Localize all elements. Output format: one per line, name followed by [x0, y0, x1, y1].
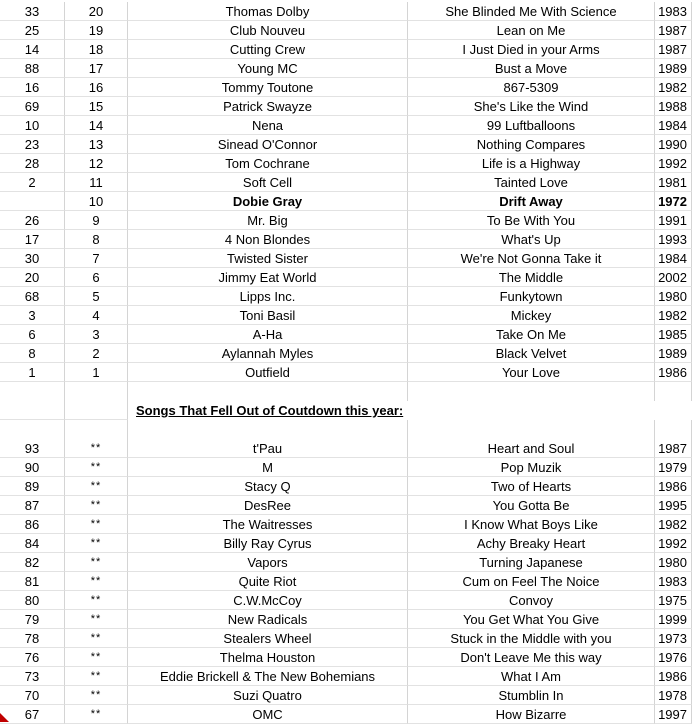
table-row	[0, 173, 692, 192]
rank-cell[interactable]: **	[65, 477, 128, 496]
artist-cell[interactable]: Stacy Q	[128, 477, 408, 496]
year-cell[interactable]: 1999	[655, 610, 692, 629]
song-cell[interactable]: Life is a Highway	[408, 154, 655, 173]
table-row	[0, 154, 692, 173]
song-cell[interactable]: She Blinded Me With Science	[408, 2, 655, 21]
year-cell[interactable]: 1986	[655, 667, 692, 686]
table-row	[0, 59, 692, 78]
rank-cell[interactable]: 5	[65, 287, 128, 306]
rank-cell[interactable]: **	[65, 458, 128, 477]
table-row	[0, 287, 692, 306]
song-cell[interactable]: Funkytown	[408, 287, 655, 306]
song-cell[interactable]: Mickey	[408, 306, 655, 325]
artist-cell[interactable]: Quite Riot	[128, 572, 408, 591]
table-row	[0, 591, 692, 610]
rank-cell[interactable]: **	[65, 667, 128, 686]
prev-rank-cell[interactable]: 73	[0, 667, 65, 686]
prev-rank-cell[interactable]	[0, 192, 65, 211]
prev-rank-cell[interactable]: 81	[0, 572, 65, 591]
year-cell[interactable]: 1979	[655, 458, 692, 477]
prev-rank-cell[interactable]: 89	[0, 477, 65, 496]
table-row	[0, 344, 692, 363]
rank-cell[interactable]: **	[65, 610, 128, 629]
prev-rank-cell[interactable]: 2	[0, 173, 65, 192]
prev-rank-cell[interactable]: 3	[0, 306, 65, 325]
year-cell[interactable]: 1972	[655, 192, 692, 211]
prev-rank-cell[interactable]: 16	[0, 78, 65, 97]
song-cell[interactable]: We're Not Gonna Take it	[408, 249, 655, 268]
table-row	[0, 515, 692, 534]
artist-cell[interactable]: Thomas Dolby	[128, 2, 408, 21]
table-row	[0, 534, 692, 553]
song-cell[interactable]: Two of Hearts	[408, 477, 655, 496]
table-row	[0, 325, 692, 344]
year-cell[interactable]: 1982	[655, 306, 692, 325]
song-cell[interactable]: You Get What You Give	[408, 610, 655, 629]
year-cell[interactable]: 1990	[655, 135, 692, 154]
year-cell[interactable]: 1983	[655, 572, 692, 591]
year-cell[interactable]: 1980	[655, 553, 692, 572]
song-cell[interactable]: How Bizarre	[408, 705, 655, 724]
year-cell[interactable]: 1997	[655, 705, 692, 724]
empty-cell[interactable]	[0, 420, 65, 439]
artist-cell[interactable]: Twisted Sister	[128, 249, 408, 268]
artist-cell[interactable]: DesRee	[128, 496, 408, 515]
rank-cell[interactable]: 19	[65, 21, 128, 40]
song-cell[interactable]: Stuck in the Middle with you	[408, 629, 655, 648]
table-row	[0, 458, 692, 477]
year-cell[interactable]: 1982	[655, 515, 692, 534]
prev-rank-cell[interactable]: 8	[0, 344, 65, 363]
table-row	[0, 268, 692, 287]
artist-cell[interactable]: Vapors	[128, 553, 408, 572]
artist-cell[interactable]: 4 Non Blondes	[128, 230, 408, 249]
rank-cell[interactable]: 3	[65, 325, 128, 344]
table-row	[0, 610, 692, 629]
rank-cell[interactable]: 11	[65, 173, 128, 192]
artist-cell[interactable]: Lipps Inc.	[128, 287, 408, 306]
rank-cell[interactable]: **	[65, 572, 128, 591]
year-cell[interactable]: 1986	[655, 477, 692, 496]
corner-marker-icon	[0, 713, 9, 722]
artist-cell[interactable]: Stealers Wheel	[128, 629, 408, 648]
empty-cell[interactable]	[655, 420, 692, 439]
year-cell[interactable]: 1988	[655, 97, 692, 116]
song-cell[interactable]: Stumblin In	[408, 686, 655, 705]
prev-rank-cell[interactable]: 6	[0, 325, 65, 344]
prev-rank-cell[interactable]: 26	[0, 211, 65, 230]
section-title[interactable]: Songs That Fell Out of Coutdown this year:	[136, 403, 404, 418]
rank-cell[interactable]: 4	[65, 306, 128, 325]
section-title-row	[0, 401, 692, 420]
prev-rank-cell[interactable]: 76	[0, 648, 65, 667]
prev-rank-cell[interactable]: 88	[0, 59, 65, 78]
year-cell[interactable]: 1975	[655, 591, 692, 610]
prev-rank-cell[interactable]: 69	[0, 97, 65, 116]
artist-cell[interactable]: Outfield	[128, 363, 408, 382]
rank-cell[interactable]: 10	[65, 192, 128, 211]
empty-cell[interactable]	[408, 420, 655, 439]
table-row	[0, 363, 692, 382]
year-cell[interactable]: 1985	[655, 325, 692, 344]
empty-cell[interactable]	[408, 382, 655, 401]
blank-row	[0, 420, 692, 439]
song-cell[interactable]: Your Love	[408, 363, 655, 382]
year-cell[interactable]: 1973	[655, 629, 692, 648]
table-row	[0, 477, 692, 496]
rank-cell[interactable]: 1	[65, 363, 128, 382]
table-row	[0, 249, 692, 268]
rank-cell[interactable]: **	[65, 439, 128, 458]
artist-cell[interactable]: Sinead O'Connor	[128, 135, 408, 154]
year-cell[interactable]: 1987	[655, 40, 692, 59]
empty-cell[interactable]	[128, 382, 408, 401]
empty-cell[interactable]	[128, 420, 408, 439]
year-cell[interactable]: 1995	[655, 496, 692, 515]
rank-cell[interactable]: 20	[65, 2, 128, 21]
song-cell[interactable]: I Just Died in your Arms	[408, 40, 655, 59]
artist-cell[interactable]: Soft Cell	[128, 173, 408, 192]
blank-row	[0, 382, 692, 401]
prev-rank-cell[interactable]: 10	[0, 116, 65, 135]
prev-rank-cell[interactable]: 90	[0, 458, 65, 477]
artist-cell[interactable]: Eddie Brickell & The New Bohemians	[128, 667, 408, 686]
artist-cell[interactable]: Young MC	[128, 59, 408, 78]
prev-rank-cell[interactable]: 68	[0, 287, 65, 306]
prev-rank-cell[interactable]: 87	[0, 496, 65, 515]
table-row	[0, 2, 692, 21]
song-cell[interactable]: Don't Leave Me this way	[408, 648, 655, 667]
rank-cell[interactable]: 15	[65, 97, 128, 116]
song-cell[interactable]: What's Up	[408, 230, 655, 249]
year-cell[interactable]: 1981	[655, 173, 692, 192]
prev-rank-cell[interactable]: 33	[0, 2, 65, 21]
table-row	[0, 21, 692, 40]
year-cell[interactable]: 1976	[655, 648, 692, 667]
artist-cell[interactable]: OMC	[128, 705, 408, 724]
artist-cell[interactable]: C.W.McCoy	[128, 591, 408, 610]
empty-cell[interactable]	[65, 382, 128, 401]
song-cell[interactable]: The Middle	[408, 268, 655, 287]
table-row	[0, 230, 692, 249]
prev-rank-cell[interactable]: 93	[0, 439, 65, 458]
artist-cell[interactable]: Billy Ray Cyrus	[128, 534, 408, 553]
song-cell[interactable]: Take On Me	[408, 325, 655, 344]
rank-cell[interactable]: **	[65, 629, 128, 648]
prev-rank-cell[interactable]: 70	[0, 686, 65, 705]
song-cell[interactable]: What I Am	[408, 667, 655, 686]
rank-cell[interactable]: 6	[65, 268, 128, 287]
empty-cell[interactable]	[65, 401, 128, 420]
rank-cell[interactable]: 9	[65, 211, 128, 230]
table-row	[0, 648, 692, 667]
rank-cell[interactable]: **	[65, 648, 128, 667]
prev-rank-cell[interactable]: 23	[0, 135, 65, 154]
year-cell[interactable]: 1978	[655, 686, 692, 705]
artist-cell[interactable]: Nena	[128, 116, 408, 135]
artist-cell[interactable]: Cutting Crew	[128, 40, 408, 59]
year-cell[interactable]: 1983	[655, 2, 692, 21]
year-cell[interactable]: 2002	[655, 268, 692, 287]
rank-cell[interactable]: 8	[65, 230, 128, 249]
song-cell[interactable]: Turning Japanese	[408, 553, 655, 572]
rank-cell[interactable]: 7	[65, 249, 128, 268]
prev-rank-cell[interactable]: 28	[0, 154, 65, 173]
year-cell[interactable]: 1992	[655, 154, 692, 173]
empty-cell[interactable]	[655, 382, 692, 401]
year-cell[interactable]: 1980	[655, 287, 692, 306]
artist-cell[interactable]: The Waitresses	[128, 515, 408, 534]
song-cell[interactable]: She's Like the Wind	[408, 97, 655, 116]
prev-rank-cell[interactable]: 82	[0, 553, 65, 572]
year-cell[interactable]: 1989	[655, 59, 692, 78]
rank-cell[interactable]: **	[65, 553, 128, 572]
year-cell[interactable]: 1984	[655, 249, 692, 268]
prev-rank-cell[interactable]: 30	[0, 249, 65, 268]
year-cell[interactable]: 1993	[655, 230, 692, 249]
rank-cell[interactable]: **	[65, 705, 128, 724]
prev-rank-cell[interactable]: 17	[0, 230, 65, 249]
artist-cell[interactable]: Patrick Swayze	[128, 97, 408, 116]
table-row	[0, 78, 692, 97]
empty-cell[interactable]	[0, 382, 65, 401]
song-cell[interactable]: Convoy	[408, 591, 655, 610]
prev-rank-cell[interactable]: 79	[0, 610, 65, 629]
song-cell[interactable]: Tainted Love	[408, 173, 655, 192]
prev-rank-cell[interactable]: 80	[0, 591, 65, 610]
artist-cell[interactable]: Tommy Toutone	[128, 78, 408, 97]
table-row	[0, 553, 692, 572]
rank-cell[interactable]: **	[65, 686, 128, 705]
song-cell[interactable]: You Gotta Be	[408, 496, 655, 515]
prev-rank-cell[interactable]: 14	[0, 40, 65, 59]
song-cell[interactable]: Pop Muzik	[408, 458, 655, 477]
table-row	[0, 629, 692, 648]
rank-cell[interactable]: **	[65, 515, 128, 534]
artist-cell[interactable]: M	[128, 458, 408, 477]
rank-cell[interactable]: 2	[65, 344, 128, 363]
artist-cell[interactable]: Toni Basil	[128, 306, 408, 325]
table-row	[0, 306, 692, 325]
rank-cell[interactable]: **	[65, 591, 128, 610]
rank-cell[interactable]: 16	[65, 78, 128, 97]
table-row	[0, 192, 692, 211]
rank-cell[interactable]: **	[65, 496, 128, 515]
song-cell[interactable]: Heart and Soul	[408, 439, 655, 458]
song-cell[interactable]: Black Velvet	[408, 344, 655, 363]
table-row	[0, 496, 692, 515]
year-cell[interactable]: 1982	[655, 78, 692, 97]
artist-cell[interactable]: Suzi Quatro	[128, 686, 408, 705]
year-cell[interactable]: 1992	[655, 534, 692, 553]
prev-rank-cell[interactable]: 67	[0, 705, 65, 724]
song-cell[interactable]: To Be With You	[408, 211, 655, 230]
prev-rank-cell[interactable]: 86	[0, 515, 65, 534]
rank-cell[interactable]: 13	[65, 135, 128, 154]
song-cell[interactable]: Achy Breaky Heart	[408, 534, 655, 553]
rank-cell[interactable]: 17	[65, 59, 128, 78]
artist-cell[interactable]: Thelma Houston	[128, 648, 408, 667]
table-row	[0, 667, 692, 686]
year-cell[interactable]: 1987	[655, 21, 692, 40]
artist-cell[interactable]: Mr. Big	[128, 211, 408, 230]
table-row	[0, 705, 692, 724]
rank-cell[interactable]: 12	[65, 154, 128, 173]
song-cell[interactable]: Nothing Compares	[408, 135, 655, 154]
table-row	[0, 439, 692, 458]
year-cell[interactable]: 1989	[655, 344, 692, 363]
artist-cell[interactable]: Dobie Gray	[128, 192, 408, 211]
song-cell[interactable]: 867-5309	[408, 78, 655, 97]
artist-cell[interactable]: t'Pau	[128, 439, 408, 458]
year-cell[interactable]: 1987	[655, 439, 692, 458]
artist-cell[interactable]: New Radicals	[128, 610, 408, 629]
table-row	[0, 40, 692, 59]
song-cell[interactable]: 99 Luftballoons	[408, 116, 655, 135]
prev-rank-cell[interactable]: 25	[0, 21, 65, 40]
table-row	[0, 211, 692, 230]
artist-cell[interactable]: Jimmy Eat World	[128, 268, 408, 287]
prev-rank-cell[interactable]: 20	[0, 268, 65, 287]
song-cell[interactable]: I Know What Boys Like	[408, 515, 655, 534]
year-cell[interactable]: 1984	[655, 116, 692, 135]
table-row	[0, 116, 692, 135]
rank-cell[interactable]: 14	[65, 116, 128, 135]
song-cell[interactable]: Cum on Feel The Noice	[408, 572, 655, 591]
artist-cell[interactable]: Club Nouveu	[128, 21, 408, 40]
year-cell[interactable]: 1986	[655, 363, 692, 382]
table-row	[0, 135, 692, 154]
table-row	[0, 572, 692, 591]
song-cell[interactable]: Drift Away	[408, 192, 655, 211]
rank-cell[interactable]: 18	[65, 40, 128, 59]
prev-rank-cell[interactable]: 1	[0, 363, 65, 382]
year-cell[interactable]: 1991	[655, 211, 692, 230]
rank-cell[interactable]: **	[65, 534, 128, 553]
song-cell[interactable]: Bust a Move	[408, 59, 655, 78]
table-row	[0, 97, 692, 116]
empty-cell[interactable]	[65, 420, 128, 439]
artist-cell[interactable]: A-Ha	[128, 325, 408, 344]
prev-rank-cell[interactable]: 84	[0, 534, 65, 553]
song-cell[interactable]: Lean on Me	[408, 21, 655, 40]
empty-cell[interactable]	[0, 401, 65, 420]
table-row	[0, 686, 692, 705]
artist-cell[interactable]: Tom Cochrane	[128, 154, 408, 173]
prev-rank-cell[interactable]: 78	[0, 629, 65, 648]
artist-cell[interactable]: Aylannah Myles	[128, 344, 408, 363]
